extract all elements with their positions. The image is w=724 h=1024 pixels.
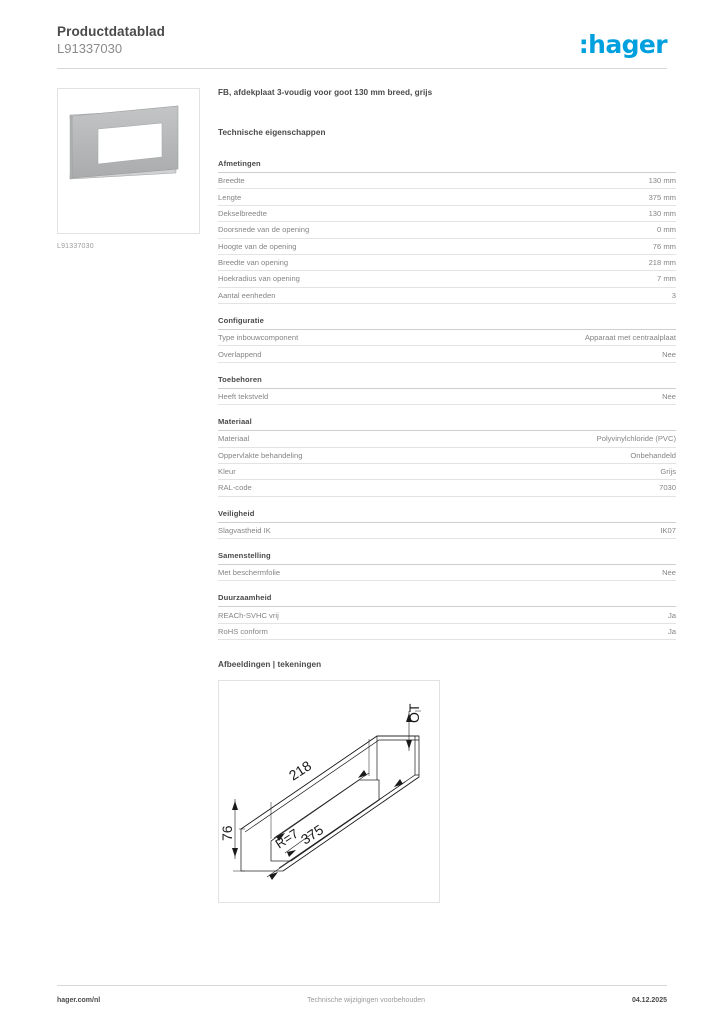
table-row bbox=[218, 431, 676, 447]
spec-value: Nee bbox=[662, 391, 676, 401]
spec-label: Lengte bbox=[218, 192, 242, 202]
section-title: Materiaal bbox=[218, 417, 676, 431]
spec-value: 0 mm bbox=[657, 225, 676, 235]
spec-label: Breedte bbox=[218, 176, 245, 186]
spec-label: REACh-SVHC vrij bbox=[218, 610, 279, 620]
spec-section-afmetingen bbox=[218, 159, 676, 304]
spec-label: Hoekradius van opening bbox=[218, 274, 300, 284]
spec-label: Dekselbreedte bbox=[218, 208, 267, 218]
spec-value: Ja bbox=[667, 626, 676, 636]
table-row bbox=[218, 565, 676, 581]
technical-drawing-svg bbox=[219, 681, 439, 902]
page-footer bbox=[57, 997, 667, 1004]
footer-website[interactable]: hager.com/nl bbox=[57, 997, 101, 1004]
product-photo-svg bbox=[58, 89, 199, 233]
spec-section-duurzaamheid bbox=[218, 593, 676, 640]
spec-value: 76 mm bbox=[652, 241, 676, 251]
spec-value: Nee bbox=[662, 349, 676, 359]
table-row bbox=[218, 607, 676, 623]
section-title: Duurzaamheid bbox=[218, 593, 676, 607]
spec-value: Onbehandeld bbox=[630, 450, 676, 460]
technical-drawing bbox=[218, 680, 440, 903]
page-header bbox=[57, 24, 667, 57]
table-row bbox=[218, 239, 676, 255]
section-title: Afmetingen bbox=[218, 159, 676, 173]
table-row bbox=[218, 255, 676, 271]
spec-value: Grijs bbox=[660, 467, 676, 477]
spec-value: Apparaat met centraalplaat bbox=[584, 333, 676, 343]
spec-label: RAL-code bbox=[218, 483, 252, 493]
spec-label: Aantal eenheden bbox=[218, 290, 276, 300]
table-row bbox=[218, 448, 676, 464]
spec-label: Breedte van opening bbox=[218, 258, 289, 268]
spec-value: 218 mm bbox=[648, 258, 676, 268]
table-row bbox=[218, 271, 676, 287]
product-reference: L91337030 bbox=[57, 41, 123, 56]
table-row bbox=[218, 206, 676, 222]
section-title: Toebehoren bbox=[218, 375, 676, 389]
spec-section-materiaal bbox=[218, 417, 676, 497]
table-row bbox=[218, 346, 676, 362]
table-row bbox=[218, 189, 676, 205]
spec-value: 130 mm bbox=[648, 176, 676, 186]
spec-label: Materiaal bbox=[218, 434, 250, 444]
hager-logo: :hager bbox=[578, 30, 667, 59]
spec-label: Slagvastheid IK bbox=[218, 525, 271, 535]
drawing-label-opening-width: 218 bbox=[285, 757, 315, 784]
footer-disclaimer: Technische wijzigingen voorbehouden bbox=[307, 997, 426, 1004]
product-image-caption: L91337030 bbox=[57, 243, 94, 250]
product-image bbox=[57, 88, 200, 234]
drawing-label-depth: OT bbox=[406, 703, 422, 724]
spec-value: 7030 bbox=[659, 483, 676, 493]
spec-label: RoHS conform bbox=[218, 626, 268, 636]
spec-value: IK07 bbox=[660, 525, 676, 535]
spec-value: 130 mm bbox=[648, 208, 676, 218]
spec-label: Overlappend bbox=[218, 349, 262, 359]
spec-value: Polyvinylchloride (PVC) bbox=[596, 434, 676, 444]
spec-label: Doorsnede van de opening bbox=[218, 225, 310, 235]
footer-date: 04.12.2025 bbox=[631, 997, 667, 1004]
spec-value: Nee bbox=[662, 568, 676, 578]
spec-section-samenstelling bbox=[218, 551, 676, 581]
table-row bbox=[218, 288, 676, 304]
spec-label: Met beschermfolie bbox=[218, 568, 281, 578]
spec-label: Hoogte van de opening bbox=[218, 241, 297, 251]
spec-section-configuratie bbox=[218, 316, 676, 363]
spec-value: 7 mm bbox=[657, 274, 676, 284]
product-name: FB, afdekplaat 3-voudig voor goot 130 mm breed, grijs bbox=[218, 88, 433, 97]
spec-section-veiligheid bbox=[218, 509, 676, 539]
section-title: Configuratie bbox=[218, 316, 676, 330]
section-title: Veiligheid bbox=[218, 509, 676, 523]
spec-label: Kleur bbox=[218, 467, 236, 477]
footer-divider bbox=[57, 985, 667, 986]
table-row bbox=[218, 523, 676, 539]
table-row bbox=[218, 173, 676, 189]
table-row bbox=[218, 624, 676, 640]
spec-label: Oppervlakte behandeling bbox=[218, 450, 303, 460]
table-row bbox=[218, 389, 676, 405]
page-title: Productdatablad bbox=[57, 24, 166, 39]
spec-value: Ja bbox=[667, 610, 676, 620]
spec-section-toebehoren bbox=[218, 375, 676, 405]
drawing-label-length: 375 bbox=[297, 821, 327, 848]
drawings-heading: Afbeeldingen | tekeningen bbox=[218, 660, 322, 670]
spec-label: Heeft tekstveld bbox=[218, 391, 269, 401]
content-column bbox=[218, 88, 676, 903]
drawing-label-radius: R=7 bbox=[272, 825, 301, 852]
section-title: Samenstelling bbox=[218, 551, 676, 565]
header-divider bbox=[57, 68, 667, 69]
table-row bbox=[218, 464, 676, 480]
technical-properties-heading: Technische eigenschappen bbox=[218, 128, 326, 137]
table-row bbox=[218, 330, 676, 346]
spec-value: 375 mm bbox=[648, 192, 676, 202]
spec-value: 3 bbox=[671, 290, 676, 300]
table-row bbox=[218, 222, 676, 238]
spec-label: Type inbouwcomponent bbox=[218, 333, 299, 343]
drawing-label-opening-height: 76 bbox=[219, 825, 235, 842]
table-row bbox=[218, 480, 676, 496]
